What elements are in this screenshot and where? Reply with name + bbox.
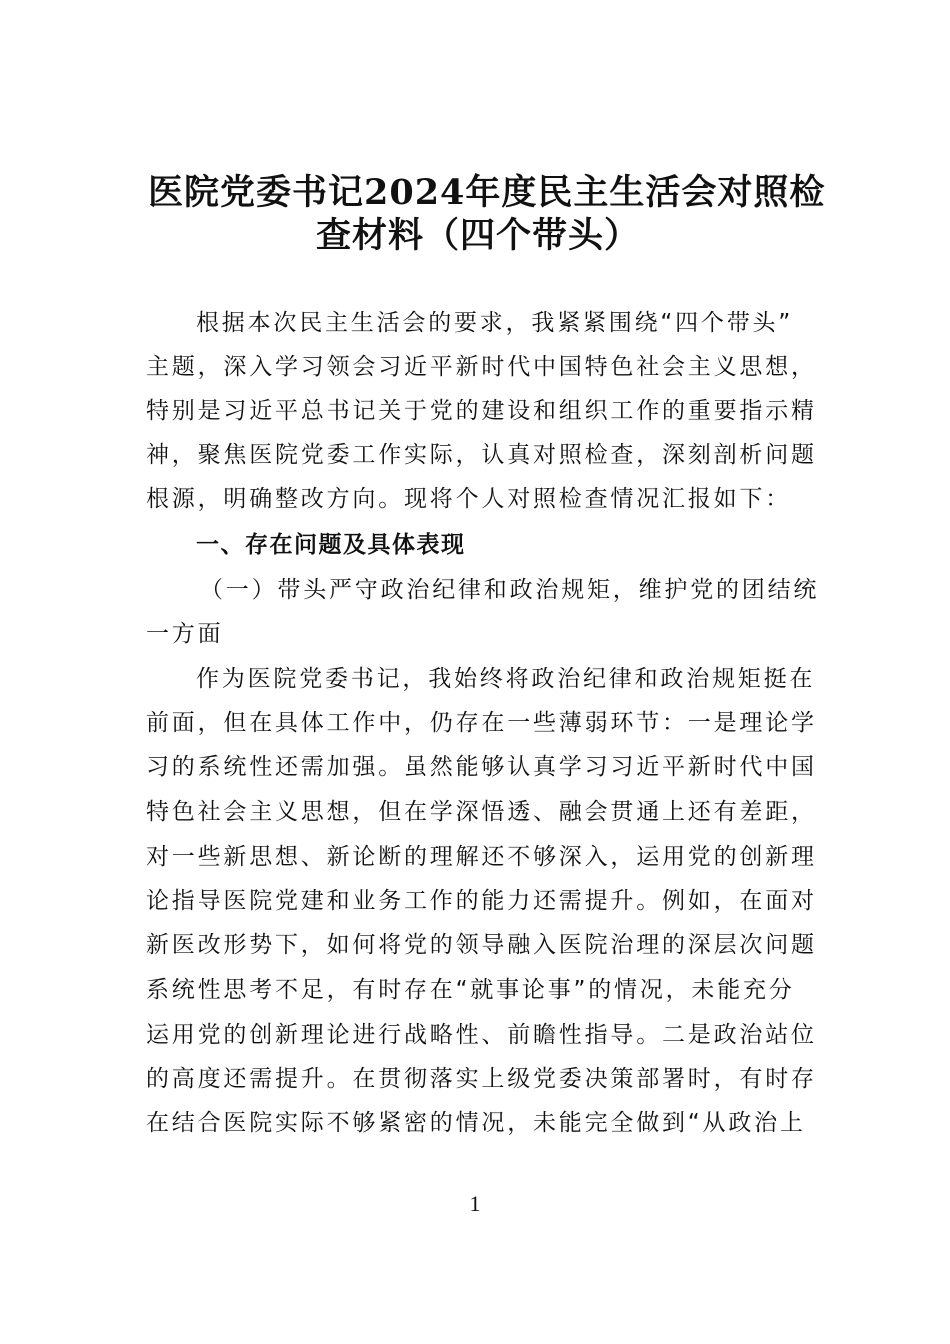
body-paragraph-line: 论指导医院党建和业务工作的能力还需提升。例如，在面对	[146, 888, 817, 914]
subsection-heading-line: 一方面	[146, 621, 224, 647]
body-paragraph-line: 的高度还需提升。在贯彻落实上级党委决策部署时，有时存	[146, 1066, 817, 1092]
document-title-line-1: 医院党委书记2024年度民主生活会对照检	[148, 172, 826, 213]
intro-paragraph-line: 神，聚焦医院党委工作实际，认真对照检查，深刻剖析问题	[146, 442, 817, 468]
intro-paragraph-line: 特别是习近平总书记关于党的建设和组织工作的重要指示精	[146, 398, 817, 424]
section-heading: 一、存在问题及具体表现	[196, 532, 466, 558]
intro-paragraph-line: 根据本次民主生活会的要求，我紧紧围绕“四个带头”	[196, 310, 794, 336]
subsection-heading-line: （一）带头严守政治纪律和政治规矩，维护党的团结统	[200, 577, 820, 603]
page-number: 1	[469, 1191, 481, 1216]
body-paragraph-line: 在结合医院实际不够紧密的情况，未能完全做到“从政治上	[146, 1110, 806, 1136]
body-paragraph-line: 对一些新思想、新论断的理解还不够深入，运用党的创新理	[146, 844, 817, 870]
body-paragraph-line: 习的系统性还需加强。虽然能够认真学习习近平新时代中国	[146, 754, 817, 780]
document-title-line-2: 查材料（四个带头）	[315, 215, 640, 256]
intro-paragraph-line: 根源，明确整改方向。现将个人对照检查情况汇报如下：	[146, 486, 791, 512]
body-paragraph-line: 前面，但在具体工作中，仍存在一些薄弱环节：一是理论学	[146, 710, 817, 736]
intro-paragraph-line: 主题，深入学习领会习近平新时代中国特色社会主义思想，	[146, 354, 817, 380]
body-paragraph-line: 新医改形势下，如何将党的领导融入医院治理的深层次问题	[146, 932, 817, 958]
body-paragraph-line: 运用党的创新理论进行战略性、前瞻性指导。二是政治站位	[146, 1022, 817, 1048]
body-paragraph-line: 作为医院党委书记，我始终将政治纪律和政治规矩挺在	[196, 666, 816, 692]
body-paragraph-line: 特色社会主义思想，但在学深悟透、融会贯通上还有差距，	[146, 799, 817, 825]
body-paragraph-line: 系统性思考不足，有时存在“就事论事”的情况，未能充分	[146, 977, 795, 1003]
